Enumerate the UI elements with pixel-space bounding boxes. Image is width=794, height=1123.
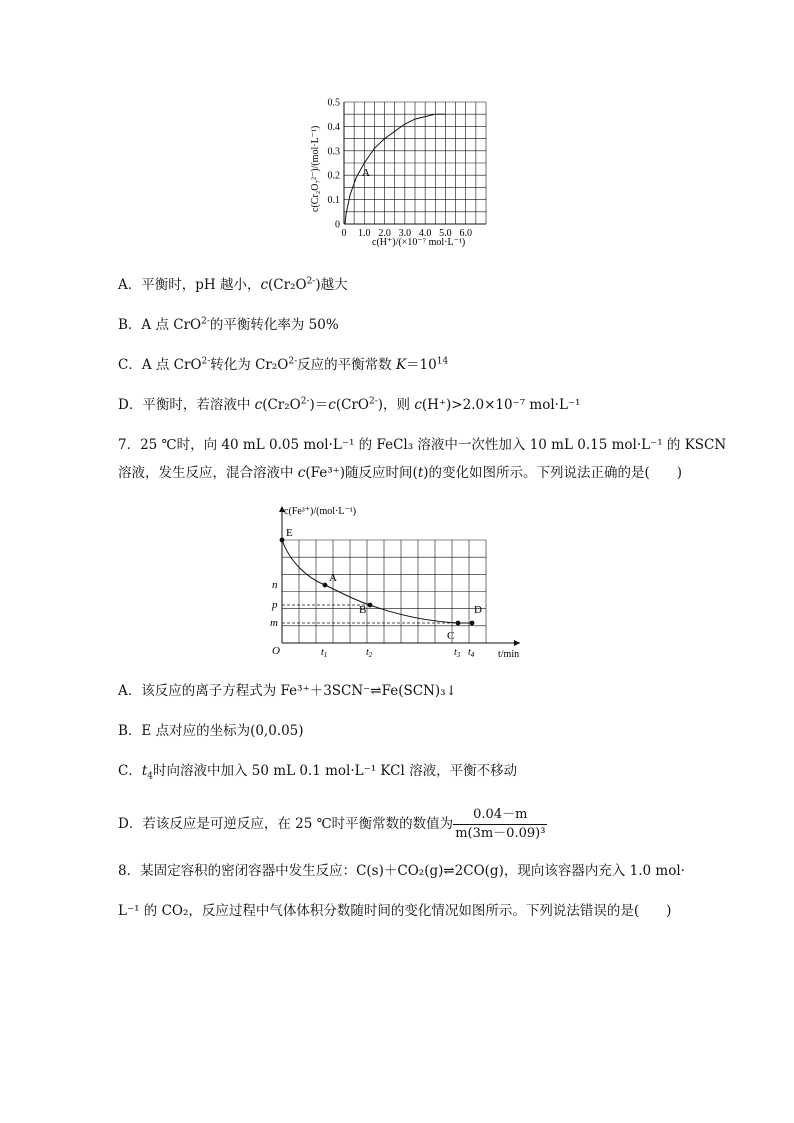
chart2-point-c [456,621,461,626]
chart2-x-axis-label: t/min [498,649,520,660]
option-7c: C．$t_4$时向溶液中加入 50 mL 0.1 mol·L⁻¹ KCl 溶液，平衡不移动 [118,763,518,782]
chart2-point-e [280,538,285,543]
chart2-tick-m: m [270,617,278,629]
option-6b: B．A 点 CrO$^{2-}$的平衡转化率为 50% [118,316,339,333]
question-7-line1: 7．25 ℃时，向 40 mL 0.05 mol·L⁻¹ 的 FeCl₃ 溶液中一次性加入 10 mL 0.15 mol·L⁻¹ 的 KSCN [118,437,727,453]
chart2-point-d [470,621,475,626]
chart2-label-c: C [447,630,455,642]
chart1-y-tick: 0.1 [327,195,340,207]
chart2-tick-p: p [272,599,278,611]
chart-cr2o7-vs-h [300,88,510,258]
chart1-curve [345,114,445,224]
chart1-x-tick: 3.0 [398,228,412,239]
chart2-point-a [323,583,328,588]
chart1-x-tick: 6.0 [459,228,472,239]
chart2-tick-t3: $t_3$ [454,647,461,659]
chart2-label-e: E [286,527,293,539]
chart1-grid [344,102,486,224]
chart2-curve [282,540,472,623]
chart2-origin: O [272,645,280,657]
chart2-x-arrow [514,640,520,646]
chart1-x-tick: 0 [341,228,347,239]
fraction-k: $\frac{0.04-m}{\text{m(3m－0.09)³}}$ [455,807,546,841]
chart2-grid [279,506,520,646]
chart2-tick-t4: $t_4$ [468,647,475,659]
chart2-point-b [368,603,373,608]
chart1-y-tick: 0.2 [327,170,340,182]
option-7a: A．该反应的离子方程式为 Fe³⁺＋3SCN⁻⇌Fe(SCN)₃↓ [118,683,457,699]
chart1-y-tick: 0.3 [327,146,340,158]
option-7d: D．若该反应是可逆反应，在 25 ℃时平衡常数的数值为 $\frac{0.04-m}{\text{m(3m－0.09)³}}$ [118,807,546,841]
option-6d: D．平衡时，若溶液中 $c(Cr_2O^{2-})=c(CrO^{2-})$，则 c(H⁺)>2.0×10⁻⁷ mol·L⁻¹ [118,396,581,413]
chart1-y-tick: 0 [335,219,340,231]
chart1-point-label: A [362,167,370,179]
chart2-label-d: D [474,604,482,616]
option-7b: B．E 点对应的坐标为(0,0.05) [118,723,304,739]
question-8-line2: L⁻¹ 的 CO₂，反应过程中气体体积分数随时间的变化情况如图所示。下列说法错误的是( ) [118,903,672,919]
chart-fe3-vs-time [262,500,532,665]
chart1-x-tick: 1.0 [358,228,371,239]
chart1-x-axis-label: c(H⁺)/(×10⁻⁷ mol·L⁻¹) [372,237,466,248]
chart1-y-tick: 0.4 [327,121,340,133]
option-6c: C．A 点 CrO$^{2-}$转化为 $Cr_2O^{2-}$反应的平衡常数 $K=10^{14}$ [118,356,449,373]
option-6a: A．平衡时，pH 越小，$c(Cr_2O^{2-})$越大 [118,276,348,293]
chart1-x-tick: 2.0 [378,228,391,239]
chart2-tick-t2: $t_2$ [366,647,373,659]
chart2-y-axis-label: c(Fe³⁺)/(mol·L⁻¹) [284,506,357,517]
chart2-label-b: B [359,604,367,616]
chart1-y-tick: 0.5 [327,97,340,109]
question-8-line1: 8．某固定容积的密闭容器中发生反应：C(s)＋CO₂(g)⇌2CO(g)，现向该容器内充入 1.0 mol· [118,863,685,879]
chart2-tick-t1: $t_1$ [321,647,328,659]
chart2-tick-n: n [272,579,278,591]
chart1-y-axis-label: c(Cr₂O₇²⁻)/(mol·L⁻¹) [310,125,321,212]
chart1-x-tick: 5.0 [439,228,452,239]
chart2-label-a: A [329,572,337,584]
question-7-line2: 溶液，发生反应，混合溶液中 c(Fe³⁺)随反应时间(t)的变化如图所示。下列说法正确的是( ) [118,465,683,481]
chart1-x-tick: 4.0 [418,228,432,239]
